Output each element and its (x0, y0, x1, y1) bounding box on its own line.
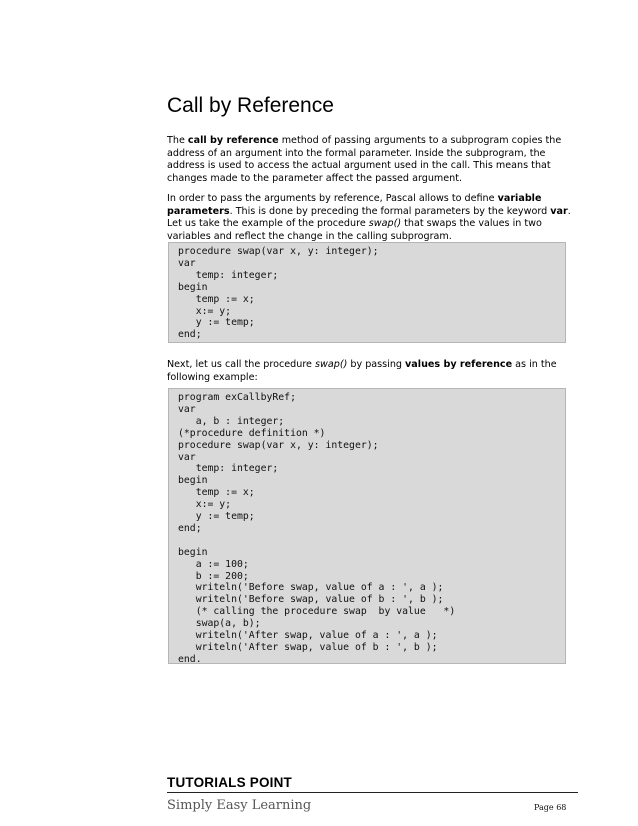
bold-term-call-by-reference: call by reference (187, 135, 279, 146)
paragraph-text: that swaps the values in two variables and reflect the change in the calling subprogram. (167, 218, 542, 242)
code-line: program exCallbyRef; (178, 392, 296, 403)
code-line: a, b : integer; (178, 415, 285, 427)
code-line: temp: integer; (178, 463, 279, 475)
code-line: swap(a, b); (178, 618, 261, 630)
footer-divider (167, 792, 578, 793)
code-line: (* calling the procedure swap by value *) (178, 606, 456, 618)
code-line: b := 200; (178, 570, 249, 582)
paragraph-text: Next, let us call the procedure (167, 359, 316, 370)
code-block-call-by-ref-program (168, 388, 566, 664)
code-line: procedure swap(var x, y: integer); (178, 246, 379, 257)
bold-term-values-by-reference: values by reference (405, 359, 513, 370)
code-line: a := 100; (178, 558, 249, 570)
code-line: end; (178, 329, 202, 341)
code-line: begin (178, 546, 208, 558)
page-number: Page 68 (534, 803, 567, 812)
code-line: writeln('Before swap, value of a : ', a ); (178, 582, 444, 594)
paragraph-text: as in the following example: (167, 359, 557, 383)
code-line: begin (178, 281, 208, 293)
code-line: y := temp; (178, 511, 255, 523)
paragraph-call-swap (167, 359, 577, 384)
code-line: begin (178, 475, 208, 487)
paragraph-text: . Let us take the example of the procedure (167, 205, 571, 230)
code-line: var (178, 403, 196, 415)
paragraph-call-by-reference-intro (167, 135, 577, 185)
code-line: end; (178, 522, 202, 534)
code-line: x:= y; (178, 499, 232, 511)
code-line: end. (178, 653, 202, 665)
code-block-swap-procedure (168, 242, 566, 343)
code-line: temp := x; (178, 293, 255, 305)
code-line: var (178, 257, 196, 269)
paragraph-text: . This is done by preceding the formal parameters by the keyword (229, 205, 551, 217)
paragraph-text: In order to pass the arguments by reference, Pascal allows to define (167, 193, 498, 204)
paragraph-text: The (167, 135, 188, 146)
footer-brand: TUTORIALS POINT (167, 775, 293, 790)
section-title: Call by Reference (167, 94, 334, 117)
code-line: procedure swap(var x, y: integer); (178, 439, 379, 451)
code-line: writeln('Before swap, value of b : ', b ); (178, 594, 444, 606)
code-line: writeln('After swap, value of a : ', a ); (178, 630, 438, 642)
paragraph-text: by passing (347, 359, 406, 370)
paragraph-variable-parameters (167, 193, 577, 243)
code-line: x:= y; (178, 305, 232, 317)
paragraph-text: method of passing arguments to a subprogram copies the address of an argument into the formal parameter. Inside the subprogram, the address is used to access the actual argument used in the call. This means that changes made to the parameter affect the passed argument. (167, 135, 562, 184)
italic-swap-function: swap() (315, 359, 348, 370)
code-line: var (178, 451, 196, 463)
code-line: temp: integer; (178, 269, 279, 281)
code-line: y := temp; (178, 317, 255, 329)
code-line: (*procedure definition *) (178, 427, 326, 439)
code-line (178, 535, 556, 547)
code-line: temp := x; (178, 487, 255, 499)
bold-term-variable-parameters: variable parameters (167, 193, 542, 217)
footer-tagline: Simply Easy Learning (167, 798, 312, 813)
code-line: writeln('After swap, value of b : ', b ); (178, 642, 438, 654)
italic-swap-function: swap() (368, 218, 402, 230)
bold-keyword-var: var (550, 205, 568, 217)
